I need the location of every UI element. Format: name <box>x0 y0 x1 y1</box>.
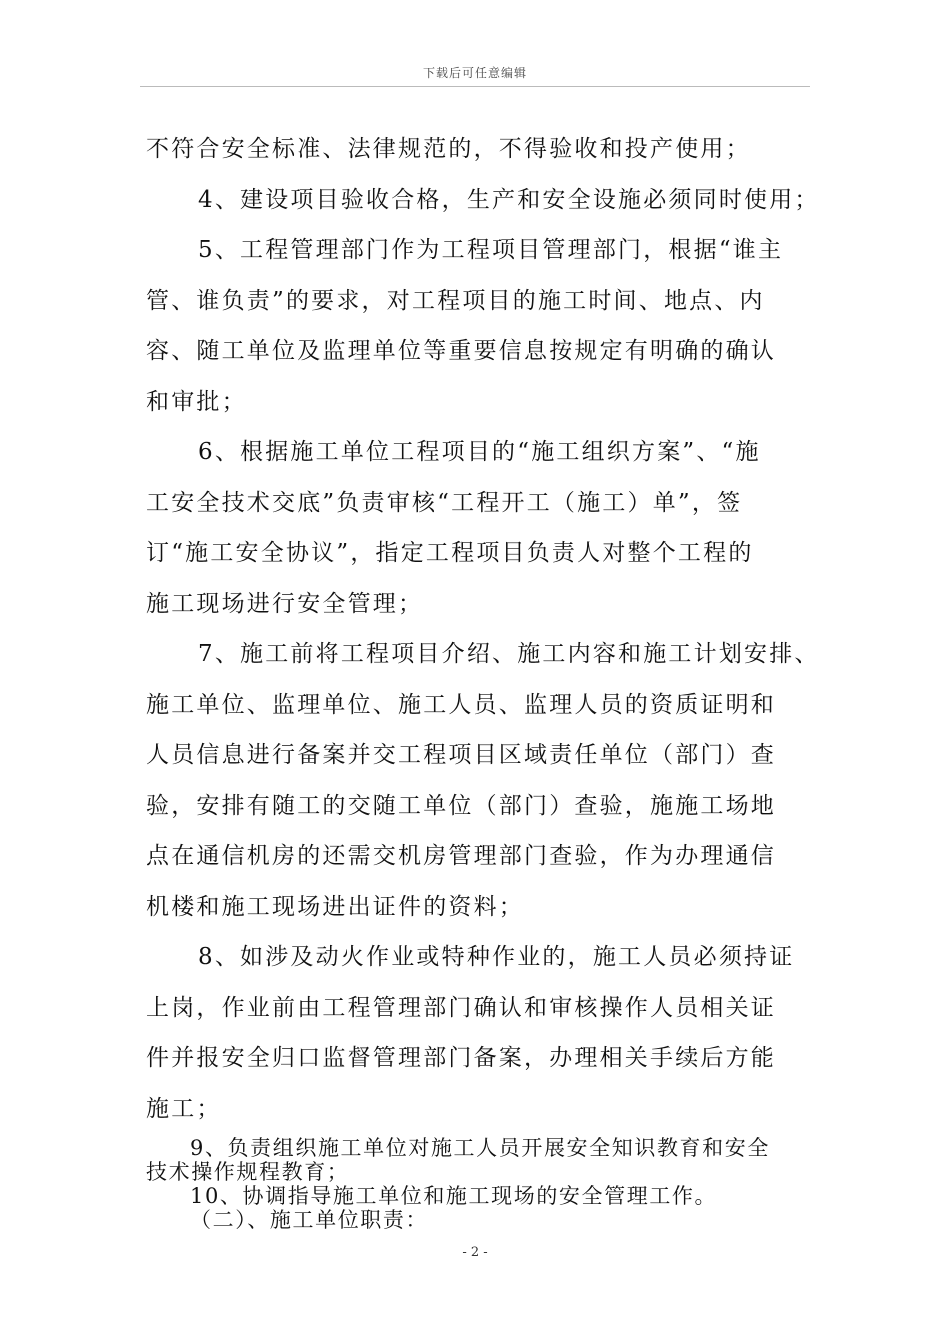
text-line: 7、施工前将工程项目介绍、施工内容和施工计划安排、 <box>198 641 820 667</box>
text-line: 8、如涉及动火作业或特种作业的，施工人员必须持证 <box>198 944 795 970</box>
text-line: 验，安排有随工的交随工单位（部门）查验，施施工场地 <box>146 792 776 819</box>
text-line: 点在通信机房的还需交机房管理部门查验，作为办理通信 <box>146 843 776 869</box>
page-header: 下载后可任意编辑 <box>422 66 527 80</box>
paragraph-item-4 <box>146 175 820 226</box>
text-line: 5、工程管理部门作为工程项目管理部门，根据“谁主 <box>198 237 784 263</box>
paragraph-item-5 <box>146 225 806 427</box>
page-number: - 2 - <box>462 1245 488 1260</box>
text-line: 不符合安全标准、法律规范的，不得验收和投产使用； <box>146 136 751 162</box>
text-line: 4、建设项目验收合格，生产和安全设施必须同时使用； <box>198 186 820 213</box>
text-line: 工安全技术交底”负责审核“工程开工（施工）单”，签 <box>146 489 743 516</box>
paragraph-item-9 <box>146 1136 806 1184</box>
text-line: 人员信息进行备案并交工程项目区域责任单位（部门）查 <box>146 742 776 768</box>
text-line: 订“施工安全协议”，指定工程项目负责人对整个工程的 <box>146 540 754 566</box>
paragraph-item-8 <box>146 932 806 1134</box>
text-line: 技术操作规程教育； <box>146 1160 350 1184</box>
text-line: 上岗，作业前由工程管理部门确认和审核操作人员相关证 <box>146 994 776 1021</box>
header-divider <box>140 86 810 87</box>
paragraph-continuation <box>146 124 806 175</box>
text-line: 和审批； <box>146 388 247 415</box>
section-heading <box>146 1208 806 1232</box>
text-line: 容、随工单位及监理单位等重要信息按规定有明确的确认 <box>146 338 776 364</box>
text-line: 施工单位、监理单位、施工人员、监理人员的资质证明和 <box>146 691 776 718</box>
text-line: 管、谁负责”的要求，对工程项目的施工时间、地点、内 <box>146 287 765 314</box>
paragraph-item-7 <box>146 629 820 932</box>
text-line: 施工现场进行安全管理； <box>146 590 424 617</box>
text-line: 6、根据施工单位工程项目的“施工组织方案”、“施 <box>198 439 761 465</box>
text-line: （二）、施工单位职责： <box>190 1208 429 1232</box>
text-line: 9、负责组织施工单位对施工人员开展安全知识教育和安全 <box>190 1136 770 1160</box>
text-line: 10、协调指导施工单位和施工现场的安全管理工作。 <box>190 1184 718 1208</box>
document-body <box>146 124 820 1232</box>
paragraph-item-6 <box>146 427 806 629</box>
paragraph-item-10 <box>146 1184 806 1208</box>
text-line: 施工； <box>146 1095 222 1122</box>
text-line: 件并报安全归口监督管理部门备案，办理相关手续后方能 <box>146 1045 776 1071</box>
text-line: 机楼和施工现场进出证件的资料； <box>146 893 524 920</box>
